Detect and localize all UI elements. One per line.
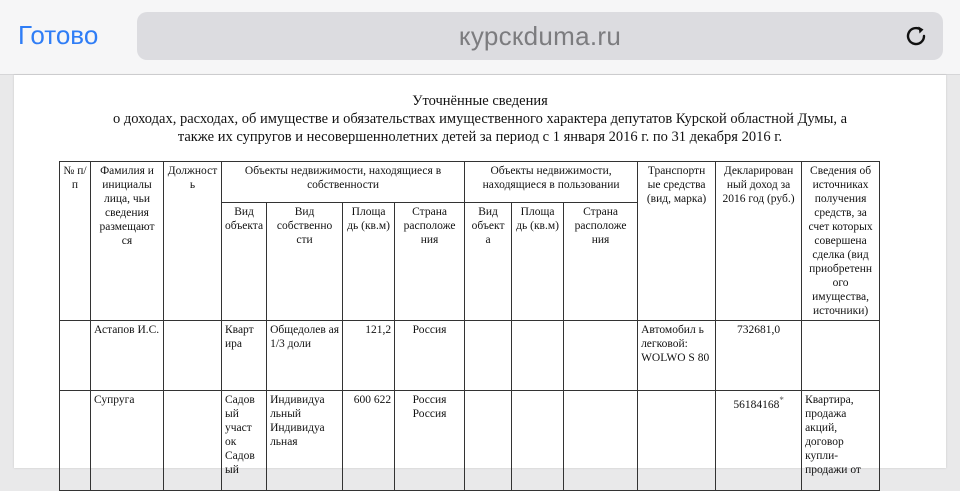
title-line-3: также их супругов и несовершеннолетних детей за период с 1 января 2016 г. по 31 декабря 2016 г. xyxy=(177,129,783,145)
header-owned-ownership: Вид собственно сти xyxy=(267,203,343,321)
row-income xyxy=(716,391,802,491)
row-position xyxy=(164,391,222,491)
row-used-area xyxy=(512,391,564,491)
table-row xyxy=(60,321,880,391)
row-sources: Квартира, продажа акций, договор купли- продажи от xyxy=(802,391,880,491)
header-used-area: Площа дь (кв.м) xyxy=(512,203,564,321)
row-used-country xyxy=(564,391,638,491)
reload-icon[interactable] xyxy=(903,23,929,49)
table-row xyxy=(60,391,880,491)
row-owned-country: Россия xyxy=(395,321,465,391)
done-button[interactable]: Готово xyxy=(18,20,99,50)
header-position: Должност ь xyxy=(164,162,222,321)
income-value: 56184168 xyxy=(733,398,780,411)
header-used-property: Объекты недвижимости, находящиеся в пользовании xyxy=(465,162,638,203)
row-owned-country: Россия Россия xyxy=(395,391,465,491)
row-transport xyxy=(638,391,716,491)
income-footnote-mark: * xyxy=(779,395,784,405)
row-owned-area: 600 622 xyxy=(343,391,395,491)
header-sources: Сведения об источниках получения средств, за счет которых совершена сделка (вид приобретенн ого имущества, источники) xyxy=(802,162,880,321)
header-owned-property: Объекты недвижимости, находящиеся в собственности xyxy=(222,162,465,203)
row-position xyxy=(164,321,222,391)
header-num: № п/п xyxy=(60,162,91,321)
row-used-type xyxy=(465,391,512,491)
document-page xyxy=(14,75,946,476)
row-used-country xyxy=(564,321,638,391)
row-owned-type: Садов ый участ ок Садов ый xyxy=(222,391,267,491)
browser-toolbar xyxy=(0,0,960,75)
row-sources xyxy=(802,321,880,391)
header-used-country: Страна расположе ния xyxy=(564,203,638,321)
row-transport: Автомобил ь легковой: WOLWO S 80 xyxy=(638,321,716,391)
row-name: Супруга xyxy=(91,391,164,491)
row-used-area xyxy=(512,321,564,391)
title-line-1: Уточнённые сведения xyxy=(412,93,548,109)
header-name: Фамилия и инициалы лица, чьи сведения размещают ся xyxy=(91,162,164,321)
row-num xyxy=(60,321,91,391)
row-used-type xyxy=(465,321,512,391)
address-bar[interactable] xyxy=(137,12,943,60)
header-owned-country: Страна расположе ния xyxy=(395,203,465,321)
row-num xyxy=(60,391,91,491)
declaration-table xyxy=(59,161,880,491)
header-owned-area: Площа дь (кв.м) xyxy=(343,203,395,321)
row-name: Астапов И.С. xyxy=(91,321,164,391)
row-owned-ownership: Общедолев ая 1/3 доли xyxy=(267,321,343,391)
row-owned-area: 121,2 xyxy=(343,321,395,391)
header-income: Декларирован ный доход за 2016 год (руб.) xyxy=(716,162,802,321)
row-income: 732681,0 xyxy=(716,321,802,391)
title-line-2: о доходах, расходах, об имуществе и обязательствах имущественного характера депутатов Курской областной Думы, а xyxy=(112,111,848,127)
row-owned-type: Кварт ира xyxy=(222,321,267,391)
header-transport: Транспортн ые средства (вид, марка) xyxy=(638,162,716,321)
header-owned-type: Вид объекта xyxy=(222,203,267,321)
url-text[interactable]: курскduma.ru xyxy=(458,21,622,51)
row-owned-ownership: Индивидуа льный Индивидуа льная xyxy=(267,391,343,491)
document-title xyxy=(14,92,946,146)
header-used-type: Вид объект а xyxy=(465,203,512,321)
